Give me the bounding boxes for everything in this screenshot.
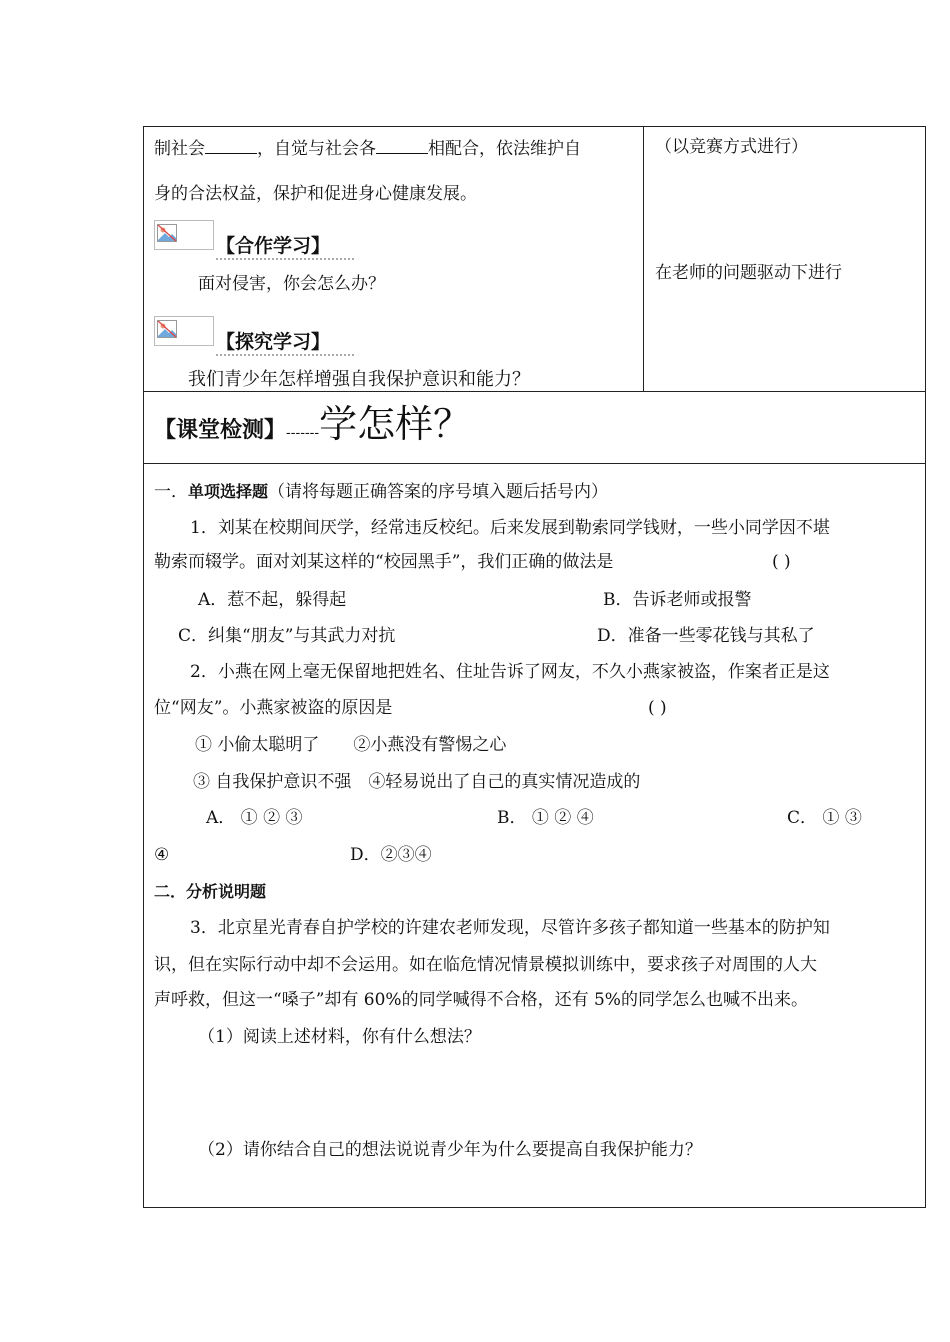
q3-sub2: （2）请你结合自己的想法说说青少年为什么要提高自我保护能力？	[198, 1140, 702, 1160]
broken-image-icon	[157, 320, 177, 338]
check-heading-big: 学怎样？	[319, 402, 472, 446]
fill-in-line-1	[154, 137, 581, 159]
q2-line2: 位“网友”。小燕家被盗的原因是	[154, 698, 393, 718]
q2-option-c-wrap: ④	[154, 845, 170, 865]
explore-heading: 【探究学习】	[216, 331, 331, 353]
blank-field[interactable]	[205, 137, 257, 154]
q1-option-a: A．惹不起，躲得起	[198, 590, 347, 610]
column-divider	[643, 126, 644, 392]
heading-underline	[216, 350, 354, 356]
side-note-teacher: 在老师的问题驱动下进行	[655, 263, 842, 283]
text-segment: 相配合，依法维护自	[428, 139, 581, 159]
q2-option-d: D．②③④	[350, 845, 432, 865]
side-note-competition: （以竞赛方式进行）	[655, 137, 808, 157]
q3-line3: 声呼救，但这一“嗓子”却有 60%的同学喊得不合格，还有 5%的同学怎么也喊不出来。	[154, 990, 808, 1010]
row-divider-2	[143, 463, 926, 464]
explore-question: 我们青少年怎样增强自我保护意识和能力？	[188, 369, 530, 390]
coop-question: 面对侵害，你会怎么办？	[198, 274, 385, 294]
q3-line2: 识，但在实际行动中却不会运用。如在临危情况情景模拟训练中，要求孩子对周围的人大	[154, 955, 817, 975]
check-heading-dashes: -------	[286, 425, 320, 441]
q1-answer-paren[interactable]: ( )	[772, 552, 791, 572]
heading-underline	[216, 254, 354, 260]
blank-field[interactable]	[376, 137, 428, 154]
q3-sub1: （1）阅读上述材料，你有什么想法？	[198, 1027, 481, 1047]
q2-option-b: B． ① ② ④	[497, 808, 594, 828]
image-placeholder-icon	[154, 316, 214, 346]
section1-title	[154, 482, 608, 502]
text-segment: 制社会	[154, 139, 205, 159]
section-title-bold: 单项选择题	[188, 482, 269, 501]
fill-in-line-2: 身的合法权益，保护和促进身心健康发展。	[154, 184, 477, 204]
check-heading-label: 【课堂检测】	[154, 418, 287, 443]
q3-line1: 3．北京星光青春自护学校的许建农老师发现，尽管许多孩子都知道一些基本的防护知	[190, 918, 830, 938]
q1-line2: 勒索而辍学。面对刘某这样的“校园黑手”，我们正确的做法是	[154, 552, 614, 572]
section-number: 一．	[154, 482, 188, 502]
section-note: （请将每题正确答案的序号填入题后括号内）	[268, 482, 609, 502]
text-segment: ，自觉与社会各	[257, 139, 376, 159]
coop-heading: 【合作学习】	[216, 235, 331, 257]
check-heading	[154, 404, 471, 455]
q2-statements-3-4: ③ 自我保护意识不强 ④轻易说出了自己的真实情况造成的	[193, 772, 641, 792]
row-divider-1	[143, 391, 926, 392]
q2-option-a: A． ① ② ③	[206, 808, 303, 828]
q1-option-b: B．告诉老师或报警	[603, 590, 752, 610]
image-placeholder-icon	[154, 220, 214, 250]
q1-option-d: D．准备一些零花钱与其私了	[597, 626, 815, 646]
q2-statements-1-2: ① 小偷太聪明了 ②小燕没有警惕之心	[195, 735, 507, 755]
q1-line1: 1．刘某在校期间厌学，经常违反校纪。后来发展到勒索同学钱财，一些小同学因不堪	[190, 518, 830, 538]
q2-option-c: C． ① ③	[787, 808, 862, 828]
section2-title: 二．分析说明题	[154, 882, 267, 901]
q1-option-c: C．纠集“朋友”与其武力对抗	[178, 626, 396, 646]
q2-line1: 2．小燕在网上毫无保留地把姓名、住址告诉了网友，不久小燕家被盗，作案者正是这	[190, 662, 830, 682]
broken-image-icon	[157, 224, 177, 242]
q2-answer-paren[interactable]: ( )	[648, 698, 667, 718]
